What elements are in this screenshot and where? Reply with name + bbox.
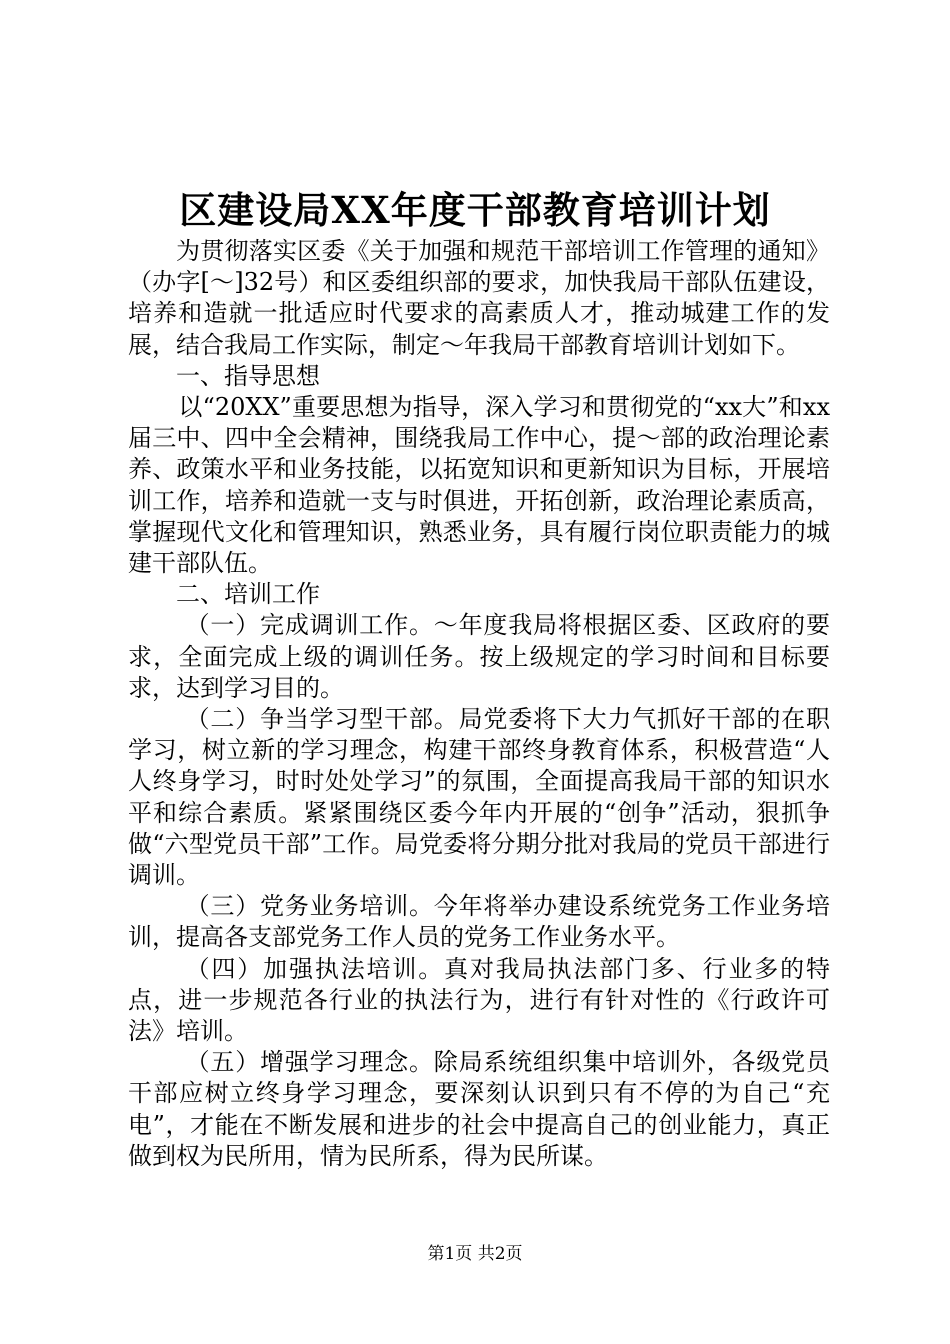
- page-number: 第1页 共2页: [427, 1244, 523, 1264]
- document-body: [128, 236, 830, 1172]
- training-item-1: （一）完成调训工作。～年度我局将根据区委、区政府的要求，全面完成上级的调训任务。按上级规定的学习时间和目标要求，达到学习目的。: [128, 611, 830, 702]
- training-item-5: （五）增强学习理念。除局系统组织集中培训外，各级党员干部应树立终身学习理念，要深刻认识到只有不停的为自己“充电”，才能在不断发展和进步的社会中提高自己的创业能力，真正做到权为民所用，情为民所系，得为民所谋。: [128, 1048, 830, 1170]
- guiding-ideology-paragraph: 以“20XX”重要思想为指导，深入学习和贯彻党的“xx大”和xx届三中、四中全会精神，围绕我局工作中心，提～部的政治理论素养、政策水平和业务技能，以拓宽知识和更新知识为目标，开展培训工作，培养和造就一支与时俱进，开拓创新，政治理论素质高，掌握现代文化和管理知识，熟悉业务，具有履行岗位职责能力的城建干部队伍。: [128, 393, 830, 578]
- section-heading-guiding-ideology: 一、指导思想: [176, 361, 320, 390]
- intro-paragraph: 为贯彻落实区委《关于加强和规范干部培训工作管理的通知》（办字[～]32号）和区委组织部的要求，加快我局干部队伍建设，培养和造就一批适应时代要求的高素质人才，推动城建工作的发展，结合我局工作实际，制定～年我局干部教育培训计划如下。: [128, 237, 830, 359]
- training-item-2: （二）争当学习型干部。局党委将下大力气抓好干部的在职学习，树立新的学习理念，构建干部终身教育体系，积极营造“人人终身学习，时时处处学习”的氛围，全面提高我局干部的知识水平和综合素质。紧紧围绕区委今年内开展的“创争”活动，狠抓争做“六型党员干部”工作。局党委将分期分批对我局的党员干部进行调训。: [128, 705, 830, 890]
- training-item-4: （四）加强执法培训。真对我局执法部门多、行业多的特点，进一步规范各行业的执法行为，进行有针对性的《行政许可法》培训。: [128, 954, 830, 1046]
- training-item-3: （三）党务业务培训。今年将举办建设系统党务工作业务培训，提高各支部党务工作人员的党务工作业务水平。: [128, 892, 830, 952]
- document-title: 区建设局XX年度干部教育培训计划: [179, 188, 771, 232]
- section-heading-training-work: 二、培训工作: [176, 580, 320, 609]
